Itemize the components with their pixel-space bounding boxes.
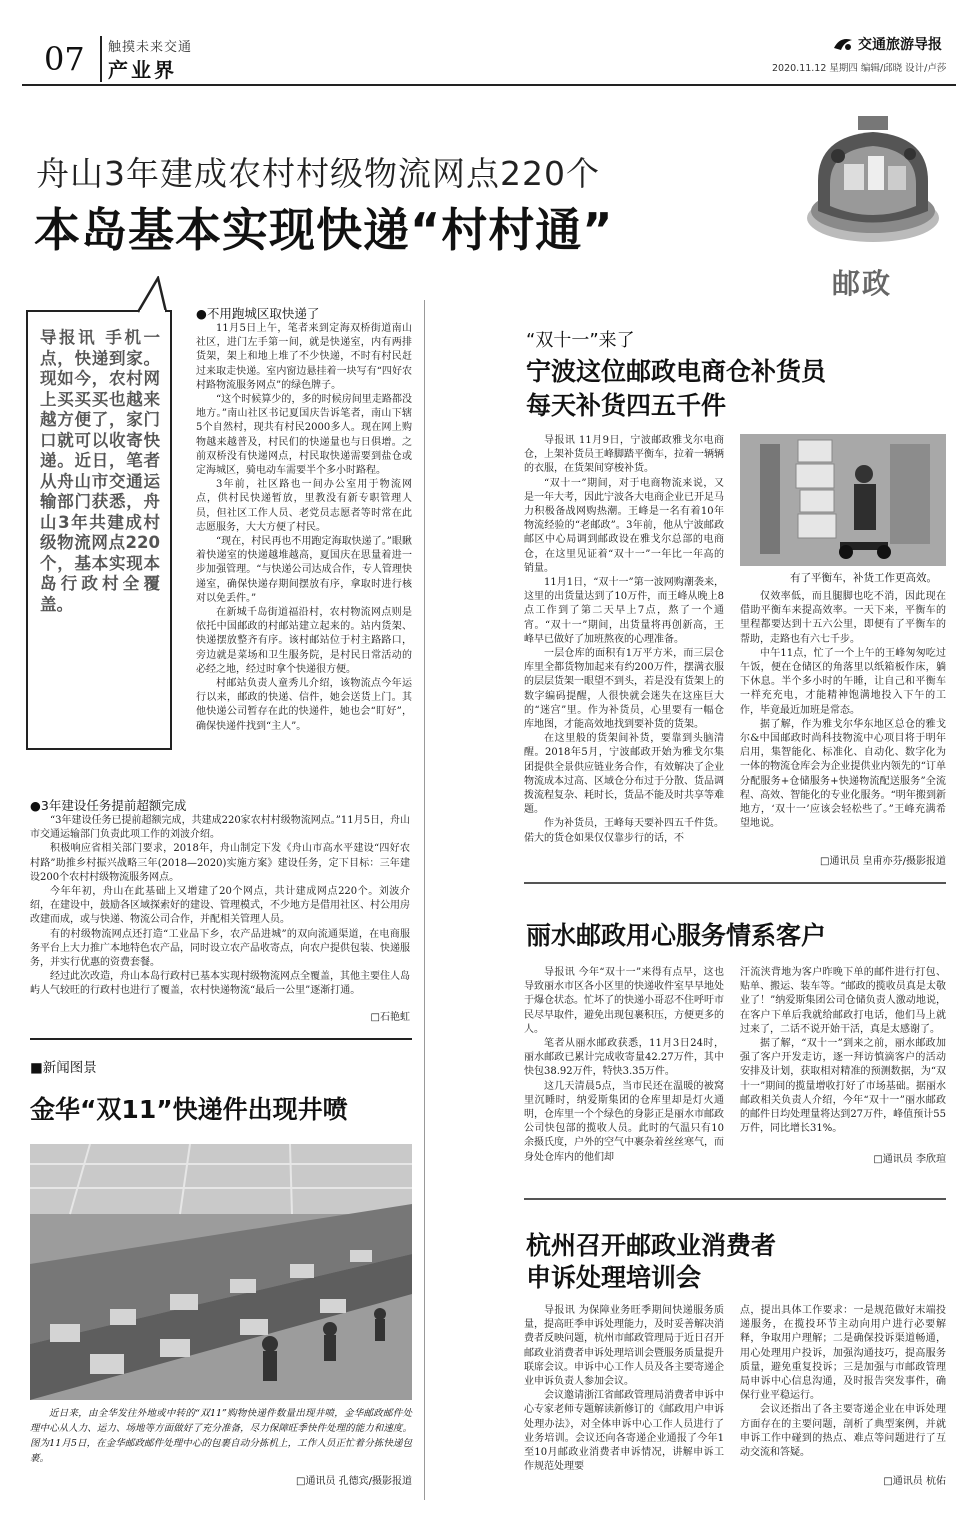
paragraph: 积极响应省相关部门要求，2018年，舟山制定下发《舟山市高水平建设“四好农村路”助推乡村振兴战略三年(2018—2020)实施方案》建设任务，定下目标：三年建设200个农村村级物流服务网点。 — [30, 843, 410, 883]
column-divider — [424, 300, 425, 1500]
paragraph: 导报讯 11月9日，宁波邮政雅戈尔电商仓，上架补货员王峰脚踏平衡车，拉着一辆辆的衣服，在货架间穿梭补货。 — [524, 435, 724, 475]
quote-text: 导报讯 手机一点，快递到家。现如今，农村网上买买买也越来越方便了，家门口就可以收寄快递。近日，笔者从舟山市交通运输部门获悉，舟山3年共建成村级物流网点220个，基本实现本岛行政村全覆盖。 — [40, 328, 160, 614]
subhead-1: ●不用跑城区取快递了 — [196, 306, 320, 321]
paragraph: 据了解，作为雅戈尔华东地区总仓的雅戈尔&中国邮政时尚科技物流中心项目将于明年启用，集智能化、标准化、自动化、数字化为一体的物流仓库会为企业提供业内领先的“订单分配服务+仓储服务+快递物流配送服务”全流程、高效、智能化的专业化服务。“明年搬到新地方，‘双十一’应该会轻松些了。”王峰充满希望地说。 — [740, 718, 946, 830]
masthead-divider — [100, 36, 102, 82]
ningbo-kicker: “双十一”来了 — [526, 330, 635, 351]
paper-logo-icon — [832, 36, 854, 52]
ningbo-body-right — [740, 590, 946, 831]
dateline: 2020.11.12 星期四 编辑/邱晓 设计/卢莎 — [772, 63, 947, 74]
subhead-2: ●3年建设任务提前超额完成 — [30, 798, 187, 813]
paragraph: 今年年初，舟山在此基础上又增建了20个网点，共计建成网点220个。刘波介绍，在建设中，鼓励各区域探索好的建设、管理模式，不少地方是借用社区、村公用房改建而成，或与快递、物流公司合作，并配相关管理人员。 — [30, 886, 410, 926]
lishui-rule — [524, 882, 946, 884]
headline-line1: 舟山3年建成农村村级物流网点220个 — [36, 154, 600, 193]
hangzhou-rule — [524, 1198, 946, 1200]
section-tag: 触摸未来交通 — [108, 40, 193, 55]
news-photo-credit: □通讯员 孔德宾/摄影报道 — [296, 1476, 412, 1487]
sub2-body — [30, 814, 410, 999]
lishui-body-left — [524, 966, 724, 1165]
paragraph: 经过此次改造，舟山本岛行政村已基本实现村级物流网点全覆盖，其他主要住人岛屿人气较旺的行政村也进行了覆盖，农村快递物流“最后一公里”逐渐打通。 — [30, 971, 410, 997]
paragraph: “这个时候算少的，多的时候房间里走路都没地方。”南山社区书记夏国庆告诉笔者，南山下辖5个自然村，现共有村民2000多人。现在网上购物越来越普及，村民们的快递量也与日俱增。之前双桥没有快递网点，村民取快递需要到盐仓或定海城区，骑电动车需要半个多小时路程。 — [196, 394, 412, 477]
paragraph: 11月5日上午，笔者来到定海双桥街道南山社区，进门左手第一间，就是快递室，内有两排货架，架上和地上堆了不少快递，不时有村民赶过来取走快递。室内窗边悬挂着一块写有“四好农村路物流服务网点”的绿色牌子。 — [196, 323, 412, 391]
lishui-body-right — [740, 966, 946, 1136]
quote-box-tail — [136, 276, 176, 316]
ningbo-credit: □通讯员 皇甫亦芬/摄影报道 — [820, 856, 946, 867]
paragraph: 点，提出具体工作要求：一是规范做好末端投递服务，在揽投环节主动向用户进行必要解释，争取用户理解；二是确保投诉渠道畅通，用心处理用户投诉，加强沟通技巧，提高服务质量，避免重复投诉；三是加强与市邮政管理局申诉中心信息沟通，及时报告突发事件，确保行业平稳运行。 — [740, 1305, 946, 1402]
hangzhou-title-line2: 申诉处理培训会 — [526, 1263, 702, 1292]
paragraph: 会议邀请浙江省邮政管理局消费者申诉中心专家老师专题解读新修订的《邮政用户申诉处理办法》，对全体申诉中心工作人员进行了业务培训。会议还向各寄递企业通报了今年1至10月邮政业消费者申诉情况，讲解申诉工作规范处理要 — [524, 1390, 724, 1473]
news-photo-section: ■新闻图景 — [30, 1060, 97, 1076]
hangzhou-title-line1: 杭州召开邮政业消费者 — [526, 1231, 777, 1260]
paragraph: 汗流浃背地为客户昨晚下单的邮件进行打包、贴单、搬运、装车等。“邮政的揽收员真是太敬业了！”纳爱斯集团公司仓储负责人激动地说，在客户下单后我就给邮政打电话，他们马上就过来了，二话不说开始干活，真是太感谢了。 — [740, 967, 946, 1035]
paragraph: 这几天清晨5点，当市民还在温暖的被窝里沉睡时，纳爱斯集团的仓库里却是灯火通明，仓库里一个个绿色的身影正是丽水市邮政公司快包部的揽收人员。此时的气温只有10余摄氏度，户外的空气中裹杂着丝丝寒气，而身处仓库内的他们却 — [524, 1080, 724, 1163]
ningbo-title-line2: 每天补货四五千件 — [526, 391, 727, 420]
news-photo-rule — [30, 1038, 412, 1040]
lishui-credit: □通讯员 李欣瑄 — [873, 1154, 946, 1165]
sorting-center-photo — [30, 1144, 412, 1400]
paragraph: “双十一”期间，对于电商物流来说，又是一年大考，因此宁波各大电商企业已开足马力积极备战网购热潮。王峰是一名有着10年物流经验的“老邮政”。3年前，他从宁波邮政邮区中心局调到邮政设在雅戈尔总部的电商仓，在这里见证着“双十一”一年比一年高的销量。 — [524, 477, 724, 574]
paragraph: 在这里般的货架间补货，要靠到头脑清醒。2018年5月，宁波邮政开始为雅戈尔集团提供全景供应链业务合作，有效解决了企业物流成本过高、区域仓分布过于分散、货品调拨流程复杂、耗时长，货品不能及时共享等难题。 — [524, 733, 724, 816]
paragraph: 11月1日，“双十一”第一波网购潮袭来，这里的出货量达到了10万件，而王峰从晚上8点工作到了第二天早上7点，熬了一个通宵。“双十一”期间，出货量将再创新高，王峰早已做好了加班熬夜的心理准备。 — [524, 577, 724, 645]
hangzhou-body-left — [524, 1304, 724, 1474]
paragraph: 在新城千岛街道福沿村，农村物流网点则是依托中国邮政的村邮站建立起来的。站内货架、快递摆放整齐有序。该村邮站位于村主路路口，旁边就是菜场和卫生服务院，是村民日常活动的必经之地，经过时拿个快递很方便。 — [196, 607, 412, 675]
paragraph: 中午11点，忙了一个上午的王峰匆匆吃过午饭，便在仓储区的角落里以纸箱板作床，躺下休息。半个多小时的午睡，让自己和平衡车一样充充电，才能精神饱满地投入下午的工作，毕竟最近加班是常态。 — [740, 647, 946, 716]
sub1-body — [196, 322, 412, 734]
paragraph: 一层仓库的面积有1万平方米，而三层仓库里全都货物加起来有约200万件，摆满衣服的层层货架一眼望不到头，若是没有货架上的数字编码提醒，人很快就会迷失在这座巨大的“迷宫”里。作为补货员，心里要有一幅仓库地图，才能高效地找到要补货的货架。 — [524, 648, 724, 731]
paragraph: 有的村级物流网点还打造“工业品下乡，农产品进城”的双向流通渠道，在电商服务平台上大力推广本地特色农产品，同时设立农产品收寄点，向农户提供包装、快递服务，并实行优惠的资费套餐。 — [30, 928, 410, 969]
paragraph: 会议还指出了各主要寄递企业在申诉处理方面存在的主要问题，剖析了典型案例，并就申诉工作中碰到的热点、难点等问题进行了互动交流和答疑。 — [740, 1404, 946, 1459]
hangzhou-credit: □通讯员 杭佑 — [883, 1476, 946, 1487]
page-number: 07 — [44, 40, 85, 78]
hangzhou-body-right — [740, 1304, 946, 1460]
paragraph: 仅效率低，而且腿脚也吃不消，因此现在借助平衡车来提高效率。一天下来，平衡车的里程都要达到十五六公里，即便有了平衡车的帮助，走路也有六七千步。 — [740, 591, 946, 645]
news-photo-title: 金华“双11”快递件出现井喷 — [30, 1095, 348, 1124]
main-credit: □石艳虹 — [370, 1012, 410, 1023]
postal-illustration — [798, 106, 948, 256]
ningbo-title-line1: 宁波这位邮政电商仓补货员 — [526, 357, 827, 386]
lishui-title: 丽水邮政用心服务情系客户 — [526, 921, 827, 950]
ningbo-body-left — [524, 434, 724, 846]
ningbo-photo-caption: 有了平衡车，补货工作更高效。 — [790, 572, 937, 584]
paper-name: 交通旅游导报 — [858, 37, 942, 53]
news-photo-caption: 近日来，由全华发往外地或中转的“双11”购物快递件数量出现井喷，金华邮政邮件处理中心从人力、运力、场地等方面做好了充分准备，尽力保障旺季快件处理的能力和速度。图为11月5日，在金华邮政邮件处理中心的包裹自动分拣机上，工作人员正忙着分拣快递包裹。 — [30, 1408, 412, 1464]
paragraph: 作为补货员，王峰每天要补四五千件货。偌大的货仓如果仅仅靠步行的话，不 — [524, 818, 724, 844]
paragraph: 导报讯 今年“双十一”来得有点早，这也导致丽水市区各小区里的快递收件室早早地处于爆仓状态。忙坏了的快递小哥忍不住呼吁市民尽早取件，避免出现包裹积压，方便更多的人。 — [524, 967, 724, 1035]
paragraph: 笔者从丽水邮政获悉，11月3日24时，丽水邮政已累计完成收寄量42.27万件，其中快包38.92万件，特快3.35万件。 — [524, 1038, 724, 1078]
warehouse-photo — [740, 434, 946, 566]
paragraph: 3年前，社区路也一间办公室用于物流网点，供村民快递暂放，里教没有新专职管理人员，但社区工作人员、老党员志愿者等时常在此志愿服务，大大方便了村民。 — [196, 479, 412, 533]
masthead-rule — [22, 84, 956, 86]
category-label: 邮政 — [832, 267, 893, 300]
section-name: 产业界 — [108, 58, 177, 82]
paragraph: 导报讯 为保障业务旺季期间快递服务质量，提高旺季申诉处理能力，及时妥善解决消费者反映问题，杭州市邮政管理局于近日召开邮政业消费者申诉处理培训会暨服务质量提升联席会议。申诉中心工作人员及各主要寄递企业申诉负责人参加会议。 — [524, 1305, 724, 1388]
headline-line2: 本岛基本实现快递“村村通” — [34, 203, 614, 257]
paragraph: “3年建设任务已提前超额完成，共建成220家农村村级物流网点。”11月5日，舟山市交通运输部门负责此项工作的刘波介绍。 — [30, 815, 410, 841]
paragraph: 村邮站负责人童秀儿介绍，该物流点今年运行以来，邮政的快递、信件，她会送货上门。其他快递公司暂存在此的快递件，她也会“盯好”，确保快递件找到“主人”。 — [196, 678, 412, 732]
paragraph: “现在，村民再也不用跑定海取快递了。”眼瞅着快递室的快递越堆越高，夏国庆在思量着进一步加强管理。“与快递公司达成合作，专人管理快递室，确保快递存期间摆放有序，拿取时进行核对以免丢件。” — [196, 536, 412, 604]
paragraph: 据了解，“双十一”到来之前，丽水邮政加强了客户开发走访，逐一拜访慎滴客户的活动安排及计划，获取相对精准的预测数据，为“双十一”期间的揽量增收打好了市场基础。据丽水邮政相关负责人介绍，今年“双十一”丽水邮政的邮件日均处理量将达到27万件，峰值预计55万件，同比增长31%。 — [740, 1038, 946, 1135]
